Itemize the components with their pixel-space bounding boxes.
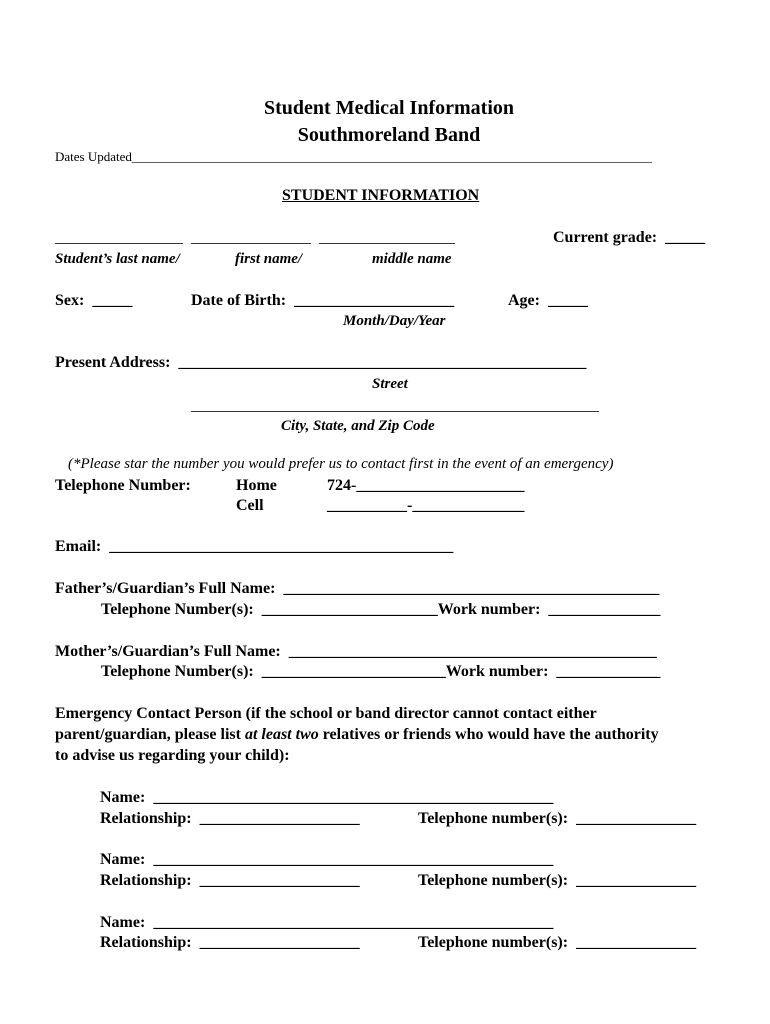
current-grade-field[interactable]: Current grade: _____: [553, 229, 706, 246]
cell-phone-label: Cell: [236, 497, 264, 514]
home-phone-label: Home: [236, 477, 277, 494]
contact-name-field[interactable]: Name: __________________________________________________: [100, 851, 554, 868]
address-line2-field[interactable]: ___________________________________________________: [191, 397, 599, 414]
emergency-intro-line2-c: relatives or friends who would have the authority: [318, 726, 659, 743]
section-heading-student: STUDENT INFORMATION: [282, 187, 480, 204]
contact-relationship-field[interactable]: Relationship: ____________________: [100, 810, 360, 827]
dob-format-hint: Month/Day/Year: [343, 313, 446, 329]
city-state-zip-hint: City, State, and Zip Code: [281, 418, 435, 434]
father-name-field[interactable]: Father’s/Guardian’s Full Name: _______________________________________________: [55, 580, 660, 597]
emergency-intro-line3: to advise us regarding your child):: [55, 747, 290, 764]
age-field[interactable]: Age: _____: [508, 292, 588, 309]
dates-updated-field[interactable]: Dates Updated________________________________________________________________________________: [55, 149, 652, 164]
contact-relationship-field[interactable]: Relationship: ____________________: [100, 934, 360, 951]
street-hint: Street: [372, 376, 408, 392]
cell-phone-field[interactable]: __________-______________: [327, 497, 525, 514]
mother-name-field[interactable]: Mother’s/Guardian’s Full Name: ______________________________________________: [55, 643, 657, 660]
contact-name-field[interactable]: Name: __________________________________________________: [100, 914, 554, 931]
phone-preference-note: (*Please star the number you would prefer us to contact first in the event of an emergency): [68, 456, 614, 472]
present-address-field[interactable]: Present Address: ___________________________________________________: [55, 354, 587, 371]
email-field[interactable]: Email: ___________________________________________: [55, 538, 454, 555]
emergency-intro-line1: Emergency Contact Person (if the school or band director cannot contact either: [55, 705, 597, 722]
telephone-number-label: Telephone Number:: [55, 477, 191, 494]
sex-field[interactable]: Sex: _____: [55, 292, 133, 309]
mother-phone-field[interactable]: Telephone Number(s): _______________________Work number: _____________: [101, 663, 661, 680]
home-phone-field[interactable]: 724-_____________________: [327, 477, 525, 494]
first-name-label: first name/: [235, 251, 303, 267]
date-of-birth-field[interactable]: Date of Birth: ____________________: [191, 292, 455, 309]
contact-telephone-field[interactable]: Telephone number(s): _______________: [418, 810, 697, 827]
last-name-label: Student’s last name/: [55, 251, 180, 267]
contact-telephone-field[interactable]: Telephone number(s): _______________: [418, 934, 697, 951]
emergency-intro-line2: [55, 727, 659, 743]
emergency-intro-emphasis: at least two: [244, 726, 319, 743]
form-title: Student Medical Information: [264, 97, 514, 119]
contact-name-field[interactable]: Name: __________________________________________________: [100, 789, 554, 806]
form-subtitle: Southmoreland Band: [297, 124, 481, 146]
emergency-intro-line2-a: parent/guardian, please list: [55, 726, 245, 743]
student-name-fields[interactable]: ________________ _______________ _________________: [55, 229, 455, 246]
middle-name-label: middle name: [372, 251, 452, 267]
father-phone-field[interactable]: Telephone Number(s): ______________________Work number: ______________: [101, 601, 661, 618]
contact-relationship-field[interactable]: Relationship: ____________________: [100, 872, 360, 889]
contact-telephone-field[interactable]: Telephone number(s): _______________: [418, 872, 697, 889]
